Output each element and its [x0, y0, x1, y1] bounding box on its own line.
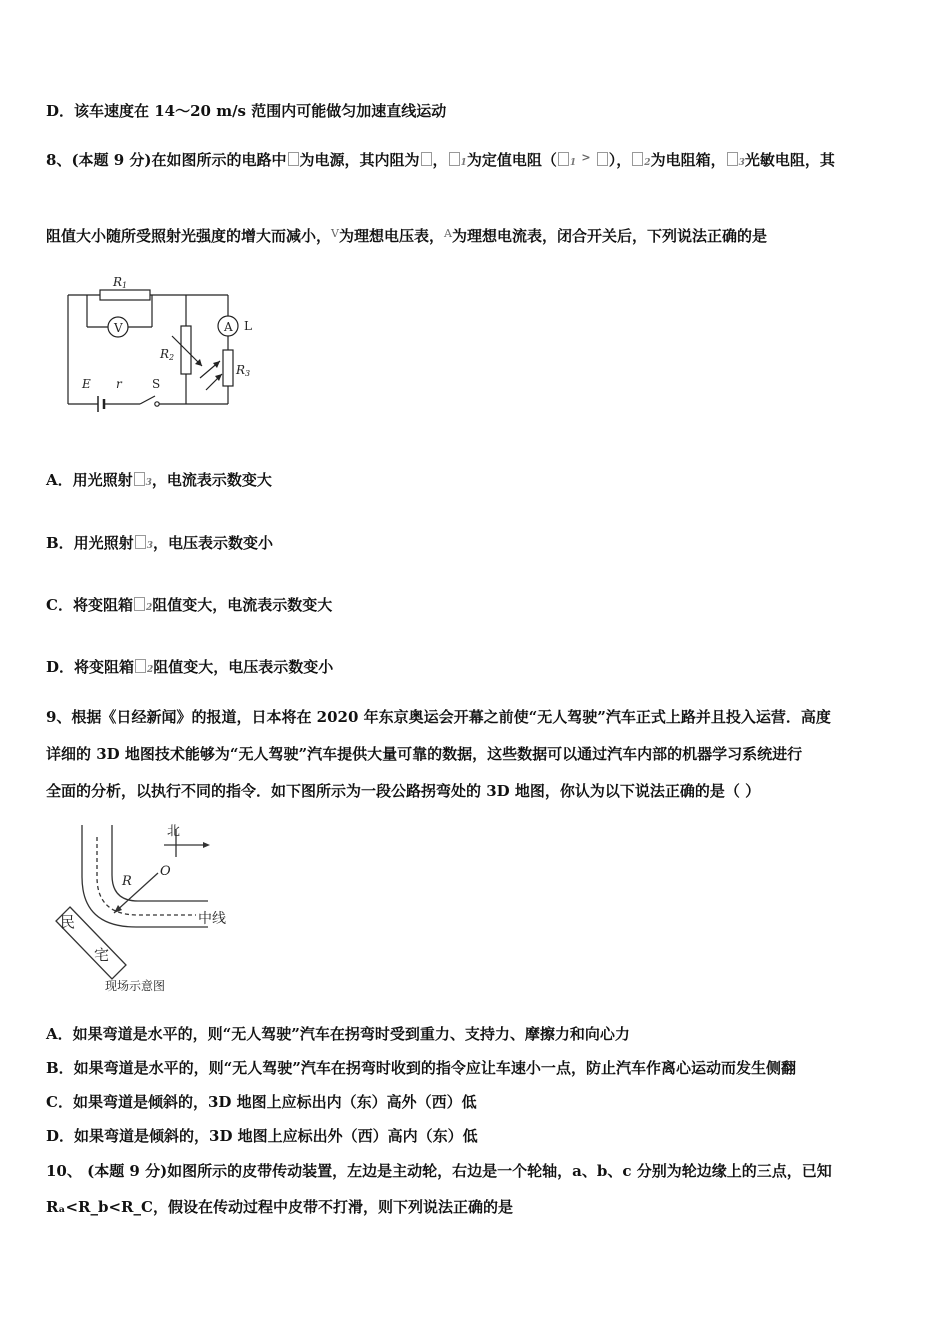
road-curve-figure: [48, 815, 243, 995]
q8-stem-part2: 为电源，其内阻为: [299, 151, 420, 169]
road-inner-edge: [112, 825, 208, 901]
q8-greater-than: >: [581, 151, 591, 164]
q9-option-b: B．如果弯道是水平的，则“无人驾驶”汽车在拐弯时收到的指令应让车速小一点，防止汽车作离心运动而发生侧翻: [46, 1059, 796, 1077]
figure-caption: 现场示意图: [105, 979, 166, 993]
q8-stem-l2a: 阻值大小随所受照射光强度的增大而减小，: [46, 227, 332, 245]
q8-option-c-sub: 2: [145, 603, 153, 613]
q9-option-c: C．如果弯道是倾斜的，3D 地图上应标出内（东）高外（西）低: [46, 1093, 477, 1111]
east-arrow-head: [203, 842, 210, 848]
placeholder-e-icon: [288, 152, 299, 166]
q8-option-d-sub: 2: [147, 665, 154, 675]
placeholder-r2-icon: [134, 597, 145, 611]
placeholder-r3-icon: [134, 472, 145, 486]
q8-stem-l2b: 为理想电压表，: [338, 227, 444, 245]
q8-option-a-sub: 3: [145, 478, 152, 488]
ammeter-symbol: A: [443, 227, 452, 240]
placeholder-r1b-icon: [558, 152, 569, 166]
q8-option-a-part2: ，电流表示数变大: [151, 471, 272, 489]
placeholder-rb-icon: [597, 152, 608, 166]
residence-char-1: 民: [60, 913, 76, 931]
placeholder-r3-icon: [727, 152, 738, 166]
q8-option-a-part1: A．用光照射: [46, 471, 133, 489]
lamp-label: L: [244, 319, 252, 333]
radius-line: [114, 873, 158, 913]
r1-resistor: [100, 290, 150, 300]
q9-option-a: A．如果弯道是水平的，则“无人驾驶”汽车在拐弯时受到重力、支持力、摩擦力和向心力: [46, 1025, 630, 1043]
q8-option-c-part2: 阻值变大，电流表示数变大: [152, 596, 333, 614]
q8-option-c-part1: C．将变阻箱: [46, 596, 133, 614]
q8-option-b-part2: ，电压表示数变小: [152, 534, 273, 552]
q8-option-d-part1: D．将变阻箱: [46, 658, 135, 676]
center-o-label: O: [160, 864, 171, 879]
residence-char-2: 宅: [94, 946, 110, 964]
center-line-label: 中线: [198, 911, 226, 927]
q8-stem-line2: [46, 224, 767, 246]
r2-label: R2: [160, 347, 175, 362]
q8-sub1b: 1: [569, 158, 577, 168]
placeholder-r2-icon: [632, 152, 643, 166]
placeholder-r2-icon: [135, 659, 146, 673]
road-outer-edge: [82, 825, 208, 927]
q8-stem-line1: [46, 148, 835, 173]
emf-label: E: [82, 377, 91, 391]
q8-stem-part4: 为定值电阻（: [466, 151, 557, 169]
switch-label: S: [152, 377, 161, 391]
north-label: 北: [167, 824, 181, 839]
q10-stem-line1: 10、 (本题 9 分)如图所示的皮带传动装置，左边是主动轮，右边是一个轮轴，a、b、c 分别为轮边缘上的三点，已知: [46, 1162, 832, 1180]
q8-stem-part5: ），: [608, 151, 632, 169]
r1-label: R1: [113, 275, 128, 290]
placeholder-r-icon: [421, 152, 432, 166]
placeholder-r3-icon: [135, 535, 146, 549]
q8-sub1: 1: [460, 158, 467, 168]
switch-contact: [155, 402, 159, 406]
r3-photoresistor: [223, 350, 233, 386]
q8-option-a: [46, 470, 272, 493]
voltmeter-symbol: V: [331, 227, 339, 240]
q8-option-b-part1: B．用光照射: [46, 534, 134, 552]
q8-stem-l2c: 为理想电流表，闭合开关后，下列说法正确的是: [451, 227, 767, 245]
q8-option-b: [46, 533, 273, 556]
q8-stem-part7: 光敏电阻，其: [744, 151, 835, 169]
radius-r-label: R: [122, 874, 132, 889]
q9-option-d: D．如果弯道是倾斜的，3D 地图上应标出外（西）高内（东）低: [46, 1127, 478, 1145]
r3-label: R3: [236, 363, 251, 378]
q8-sub2: 2: [644, 158, 651, 168]
ammeter-label: A: [224, 320, 233, 334]
q10-stem-line2: Rₐ<R_b<R_C，假设在传动过程中皮带不打滑，则下列说法正确的是: [46, 1198, 513, 1216]
q8-option-b-sub: 3: [146, 541, 153, 551]
q8-sub3: 3: [738, 158, 745, 168]
circuit-diagram: [60, 268, 265, 418]
q8-number: 8、: [46, 151, 72, 169]
placeholder-r1-icon: [449, 152, 460, 166]
q9-stem-line2: 详细的 3D 地图技术能够为“无人驾驶”汽车提供大量可靠的数据，这些数据可以通过汽车内部的机器学习系统进行: [46, 745, 803, 763]
q9-stem-line3: 全面的分析，以执行不同的指令．如下图所示为一段公路拐弯处的 3D 地图，你认为以下说法正确的是（ ）: [46, 782, 761, 800]
q7-option-d: D．该车速度在 14～20 m/s 范围内可能做匀加速直线运动: [46, 102, 447, 120]
q9-stem-line1: 9、根据《日经新闻》的报道，日本将在 2020 年东京奥运会开幕之前使“无人驾驶”汽车正式上路并且投入运营．高度: [46, 708, 831, 726]
q8-stem-part3: ，: [432, 151, 448, 169]
q8-stem-part1: (本题 9 分)在如图所示的电路中: [71, 151, 287, 169]
q8-stem-part6: 为电阻箱，: [650, 151, 726, 169]
q8-option-d: [46, 657, 333, 680]
internal-r-label: r: [116, 377, 122, 391]
voltmeter-label: V: [114, 321, 123, 335]
q8-option-d-part2: 阻值变大，电压表示数变小: [153, 658, 334, 676]
q8-option-c: [46, 595, 332, 618]
